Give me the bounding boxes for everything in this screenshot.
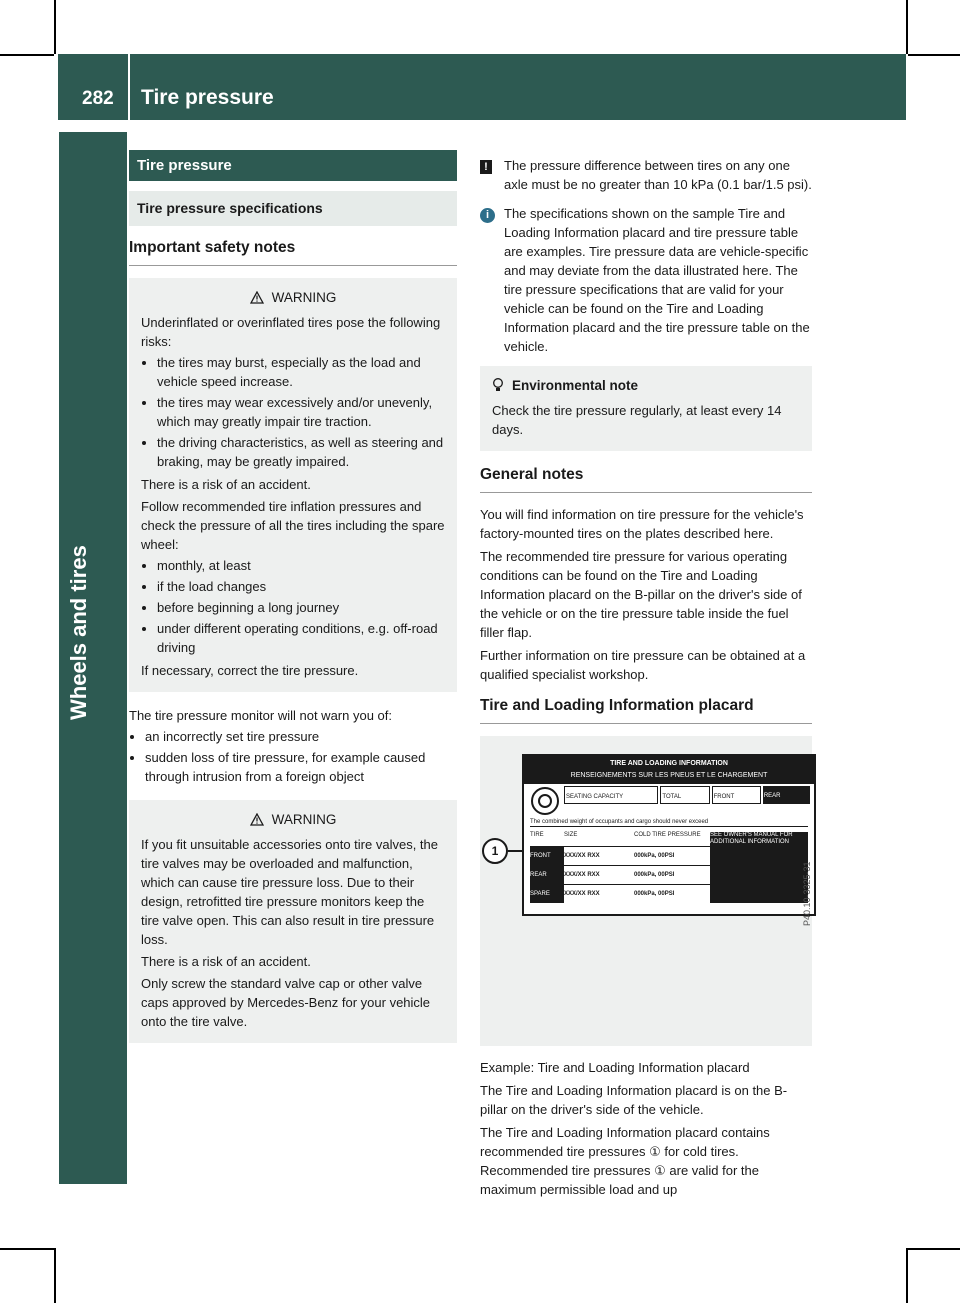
caution-text: The pressure difference between tires on any one axle must be no greater than 10 kPa (0.1 bar/1.5 psi). xyxy=(504,158,812,192)
capacity-cell: FRONT xyxy=(712,786,761,804)
crop-mark xyxy=(906,0,908,54)
environmental-label: Environmental note xyxy=(512,378,639,393)
warning-body: If you fit unsuitable accessories onto tire valves, the tire valves may be overloaded and malfunction, which can cause tire pressure loss. Due to their design, retrofitted tire pressure monitors keep the tire valve open. This can also result in tire pressure loss. xyxy=(141,837,438,947)
table-cell: XXX/XX RXX xyxy=(564,853,600,859)
capacity-cell: TOTAL xyxy=(660,786,709,804)
exclamation-icon: ! xyxy=(480,160,492,174)
paragraph: Further information on tire pressure can be obtained at a qualified specialist workshop. xyxy=(480,648,806,682)
warning-intro: Underinflated or overinflated tires pose the following risks: xyxy=(141,315,441,349)
safety-heading: Important safety notes xyxy=(129,238,457,266)
table-header: SEE OWNER'S MANUAL FOR ADDITIONAL INFORMATION xyxy=(710,832,808,846)
crop-mark xyxy=(54,0,56,54)
crop-mark xyxy=(54,1248,56,1303)
list-item: • the driving characteristics, as well as steering and braking, may be greatly impaired. xyxy=(157,433,445,471)
table-cell: 000kPa, 00PSI xyxy=(634,891,675,897)
subsection-title: Tire pressure specifications xyxy=(129,191,457,226)
warning-label: WARNING xyxy=(271,290,337,305)
list-item: • sudden loss of tire pressure, for example caused through intrusion from a foreign object xyxy=(145,748,457,786)
paragraph: The recommended tire pressure for various operating conditions can be found on the Tire and Loading Information placard on the B-pillar on the driver's side of the vehicle or on the tire pressure table inside the fuel filler flap. xyxy=(480,549,802,640)
table-cell: XXX/XX RXX xyxy=(564,891,600,897)
warning-title xyxy=(141,810,445,829)
warning-triangle-icon xyxy=(250,291,264,304)
table-header: TIRE xyxy=(530,832,544,838)
warning-box xyxy=(129,800,457,1043)
lightbulb-icon xyxy=(492,378,504,393)
placard-header xyxy=(524,756,814,784)
advice-text: Only screw the standard valve cap or other valve caps approved by Mercedes-Benz for your vehicle onto the tire valve. xyxy=(141,976,431,1029)
capacity-row xyxy=(564,786,810,804)
table-row xyxy=(530,847,808,866)
table-cell: 000kPa, 00PSI xyxy=(634,872,675,878)
placard-heading: Tire and Loading Information placard xyxy=(480,696,812,724)
table-row xyxy=(530,885,808,903)
figure-caption: Example: Tire and Loading Information placard xyxy=(480,1060,750,1075)
list-item: • before beginning a long journey xyxy=(157,598,445,617)
warning-triangle-icon xyxy=(250,813,264,826)
table-cell: REAR xyxy=(530,866,564,884)
environmental-title xyxy=(492,376,800,395)
capacity-cell: REAR xyxy=(763,786,810,804)
crop-mark xyxy=(908,54,960,56)
warning-title xyxy=(141,288,445,307)
table-header: SIZE xyxy=(564,832,578,838)
list-item: • an incorrectly set tire pressure xyxy=(145,727,457,746)
follow-text: Follow recommended tire inflation pressures and check the pressure of all the tires including the spare wheel: xyxy=(141,499,445,552)
table-cell: SPARE xyxy=(530,885,564,903)
warning-box xyxy=(129,278,457,692)
chapter-label xyxy=(66,660,96,720)
placard-subtitle: RENSEIGNEMENTS SUR LES PNEUS ET LE CHARGEMENT xyxy=(570,772,768,779)
table-cell: FRONT xyxy=(530,847,564,865)
page-number: 282 xyxy=(82,88,114,109)
section-title: Tire pressure xyxy=(129,150,457,181)
crop-mark xyxy=(906,1248,908,1303)
page-title: Tire pressure xyxy=(141,86,274,109)
weight-line: The combined weight of occupants and cargo should never exceed xyxy=(530,818,808,827)
closing-text: If necessary, correct the tire pressure. xyxy=(141,663,359,678)
caution-note xyxy=(480,156,812,194)
table-cell: 000kPa, 00PSI xyxy=(634,853,675,859)
placard-table xyxy=(530,832,808,903)
header-divider xyxy=(128,54,130,120)
tire-emblem-icon xyxy=(530,786,560,816)
table-row xyxy=(530,866,808,885)
right-column xyxy=(480,156,812,1199)
risk-text: There is a risk of an accident. xyxy=(141,477,311,492)
capacity-cell: SEATING CAPACITY xyxy=(564,786,658,804)
crop-mark xyxy=(0,1248,54,1250)
left-column xyxy=(129,150,457,1057)
placard-image xyxy=(522,754,816,916)
list-item: • monthly, at least xyxy=(157,556,445,575)
environmental-text: Check the tire pressure regularly, at least every 14 days. xyxy=(492,403,782,437)
info-icon: i xyxy=(480,208,495,223)
monitor-intro: The tire pressure monitor will not warn you of: xyxy=(129,708,392,723)
placard-title: TIRE AND LOADING INFORMATION xyxy=(610,760,728,767)
warning-label: WARNING xyxy=(271,812,337,827)
info-note xyxy=(480,204,812,356)
paragraph: The Tire and Loading Information placard is on the B-pillar on the driver's side of the vehicle. xyxy=(480,1083,788,1117)
paragraph: You will find information on tire pressure for the vehicle's factory-mounted tires on the plates described here. xyxy=(480,507,804,541)
risk-text: There is a risk of an accident. xyxy=(141,954,311,969)
list-item: • the tires may burst, especially as the load and vehicle speed increase. xyxy=(157,353,445,391)
callout-marker: 1 xyxy=(482,838,508,864)
placard-figure xyxy=(480,736,812,1046)
crop-mark xyxy=(0,54,54,56)
environmental-note-box xyxy=(480,366,812,451)
table-header-row xyxy=(530,832,808,847)
paragraph: The Tire and Loading Information placard contains recommended tire pressures ① for cold tires. Recommended tire pressures ① are valid for the maximum permissible load and up xyxy=(480,1125,770,1197)
general-notes-heading: General notes xyxy=(480,465,812,493)
figure-code: P40.10-3325-31 xyxy=(802,861,812,926)
table-cell: XXX/XX RXX xyxy=(564,872,600,878)
list-item: • under different operating conditions, e.g. off-road driving xyxy=(157,619,445,657)
table-header: COLD TIRE PRESSURE xyxy=(634,832,701,838)
info-text: The specifications shown on the sample Tire and Loading Information placard and tire pressure table are examples. Tire pressure data are vehicle-specific and may deviate from the data illustrated here. The tire pressure specifications that are valid for your vehicle can be found on the Tire and Loading Information placard and the tire pressure table on the vehicle. xyxy=(504,206,810,354)
list-item: • the tires may wear excessively and/or unevenly, which may greatly impair tire traction. xyxy=(157,393,445,431)
list-item: • if the load changes xyxy=(157,577,445,596)
crop-mark xyxy=(908,1248,960,1250)
